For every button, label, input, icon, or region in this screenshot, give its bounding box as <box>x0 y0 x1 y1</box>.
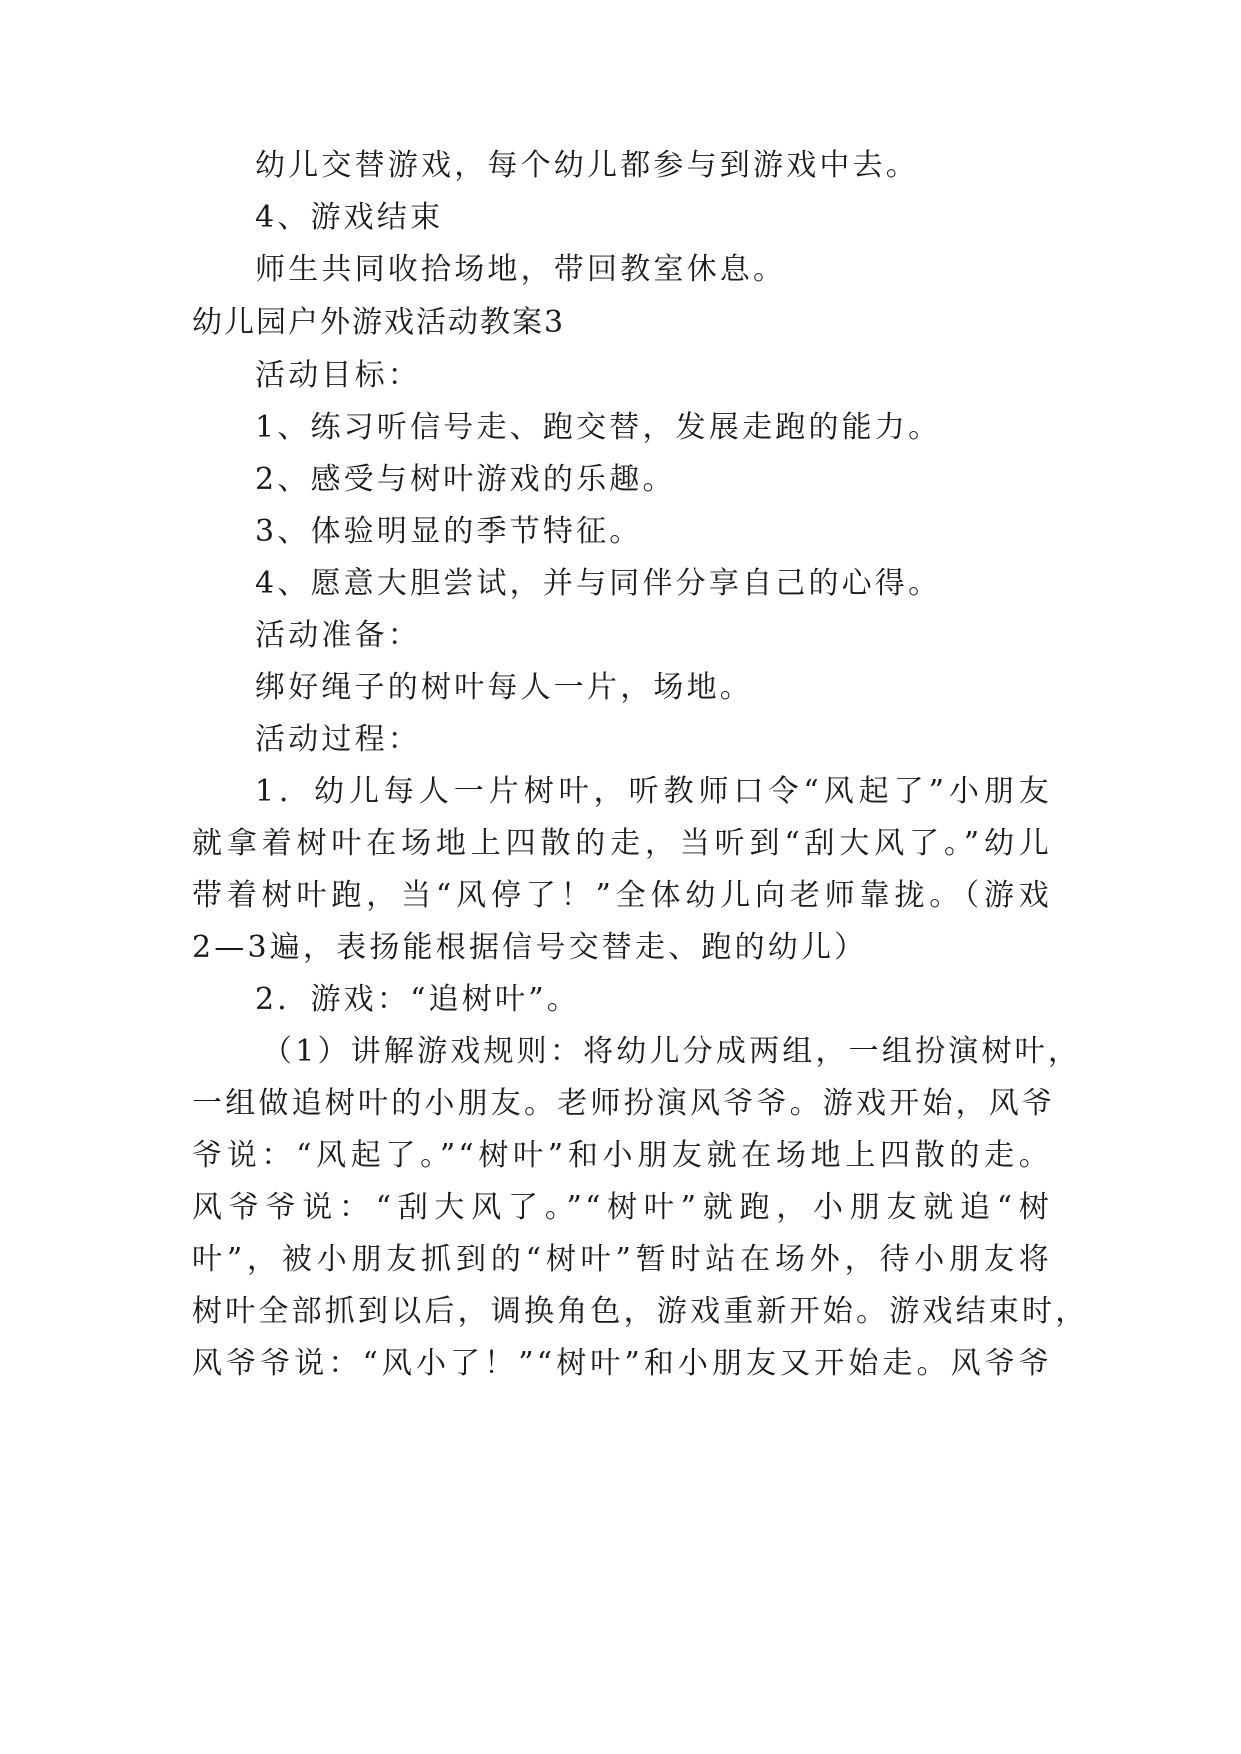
subheading-process: 活动过程： <box>255 722 421 757</box>
paragraph-line: 风爷爷说：“风小了！”“树叶”和小朋友又开始走。风爷爷 <box>192 1346 1052 1381</box>
paragraph-line: 一组做追树叶的小朋友。老师扮演风爷爷。游戏开始，风爷 <box>192 1086 1056 1121</box>
paragraph-line: 2．游戏：“追树叶”。 <box>255 982 580 1017</box>
paragraph-line: 叶”，被小朋友抓到的“树叶”暂时站在场外，待小朋友将 <box>192 1242 1052 1277</box>
paragraph-line: 带着树叶跑，当“风停了！”全体幼儿向老师靠拢。（游戏 <box>192 878 1052 913</box>
section-step-heading: 4、游戏结束 <box>255 200 444 235</box>
goal-item: 3、体验明显的季节特征。 <box>255 514 643 549</box>
section-title: 幼儿园户外游戏活动教案3 <box>192 305 566 340</box>
subheading-preparation: 活动准备： <box>255 618 421 653</box>
paragraph-line: 风爷爷说：“刮大风了。”“树叶”就跑，小朋友就追“树 <box>192 1190 1052 1225</box>
goal-item: 4、愿意大胆尝试，并与同伴分享自己的心得。 <box>255 566 942 601</box>
paragraph-line: 幼儿交替游戏，每个幼儿都参与到游戏中去。 <box>255 148 919 183</box>
paragraph-line: 1．幼儿每人一片树叶，听教师口令“风起了”小朋友 <box>255 774 1052 809</box>
paragraph-line: 2—3遍，表扬能根据信号交替走、跑的幼儿） <box>192 930 868 965</box>
paragraph-line: （1）讲解游戏规则：将幼儿分成两组，一组扮演树叶， <box>262 1034 1082 1069</box>
subheading-goals: 活动目标： <box>255 358 421 393</box>
paragraph-line: 绑好绳子的树叶每人一片，场地。 <box>255 670 753 705</box>
goal-item: 2、感受与树叶游戏的乐趣。 <box>255 462 676 497</box>
paragraph-line: 树叶全部抓到以后，调换角色，游戏重新开始。游戏结束时， <box>192 1294 1089 1329</box>
paragraph-line: 爷说：“风起了。”“树叶”和小朋友就在场地上四散的走。 <box>192 1138 1052 1173</box>
goal-item: 1、练习听信号走、跑交替，发展走跑的能力。 <box>255 410 942 445</box>
paragraph-line: 师生共同收拾场地，带回教室休息。 <box>255 252 787 287</box>
paragraph-line: 就拿着树叶在场地上四散的走，当听到“刮大风了。”幼儿 <box>192 826 1052 861</box>
